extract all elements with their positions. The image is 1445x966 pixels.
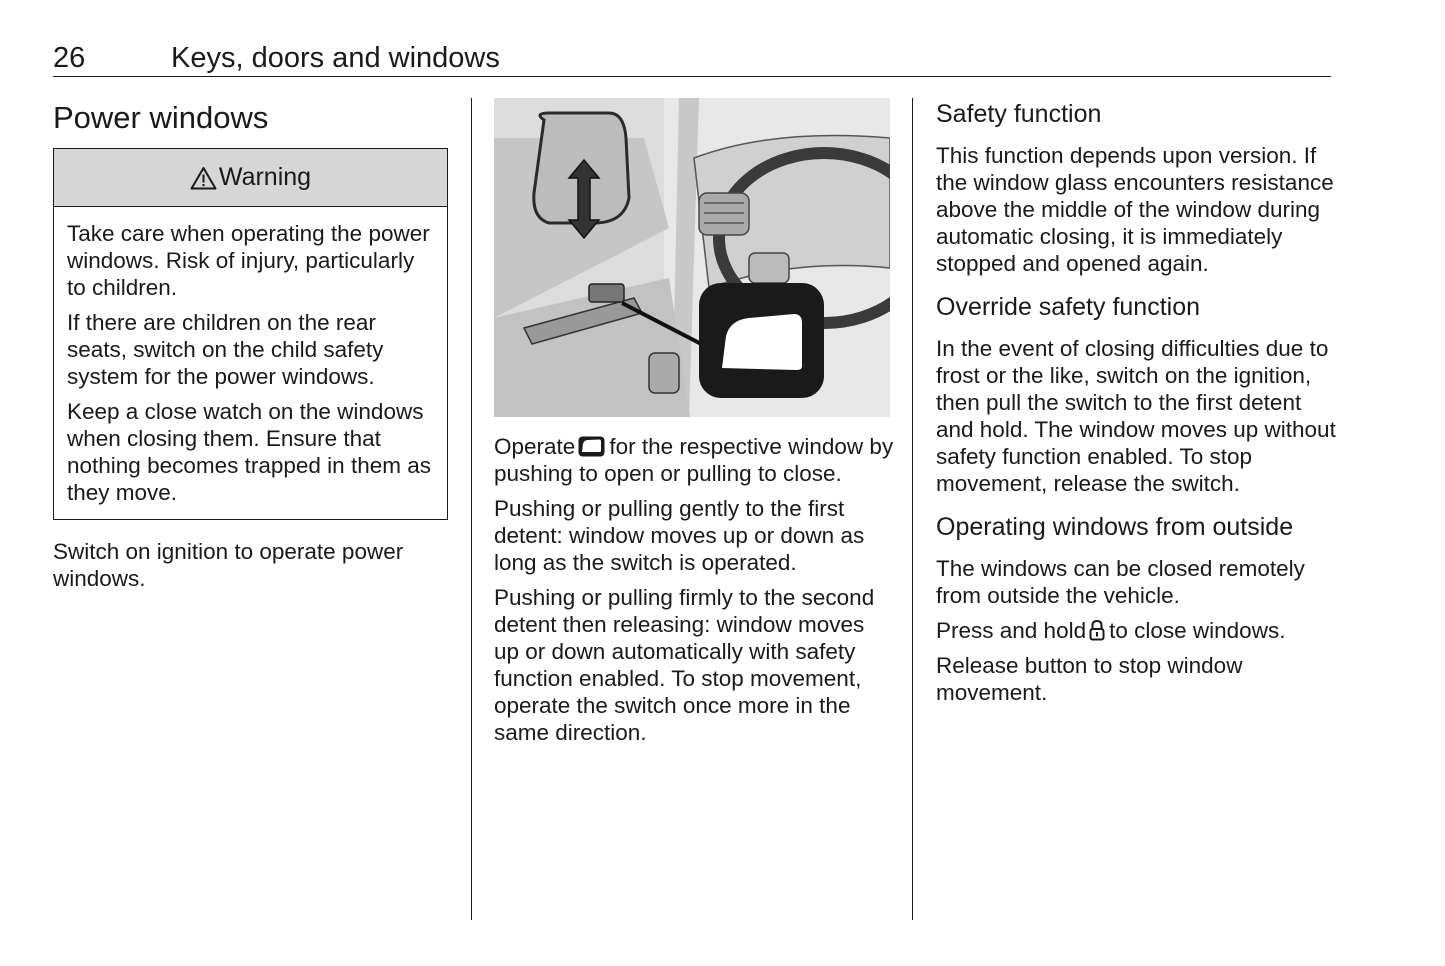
body-paragraph: Pushing or pulling firmly to the second detent then releasing: window moves up or down automatically with safety function enabled. To stop movement, operate the switch once more in the same direction. (494, 585, 875, 745)
page-header (53, 42, 1331, 77)
warning-paragraph: If there are children on the rear seats, switch on the child safety system for the power windows. (67, 310, 384, 389)
warning-box (53, 148, 448, 520)
column-left (53, 98, 448, 600)
warning-header (54, 149, 447, 207)
column-divider (912, 98, 913, 920)
door-panel-window-switch-illustration (494, 98, 890, 417)
column-divider (471, 98, 472, 920)
operate-text-rest: for the respective window by pushing to open or pulling to close. (494, 434, 894, 486)
body-paragraph (494, 433, 894, 487)
section-title: Power windows (53, 100, 269, 135)
chapter-title: Keys, doors and windows (171, 42, 500, 74)
press-text: Press and hold (936, 618, 1087, 643)
subsection-title: Override safety function (936, 293, 1201, 321)
body-paragraph: Switch on ignition to operate power windows. (53, 539, 404, 591)
warning-body (54, 207, 447, 519)
subsection-title: Safety function (936, 100, 1102, 128)
column-right (936, 98, 1336, 714)
body-paragraph: This function depends upon version. If the window glass encounters resistance above the middle of the window during automatic closing, it is immediately stopped and opened again. (936, 143, 1334, 276)
subsection-title: Operating windows from outside (936, 513, 1294, 541)
warning-paragraph: Take care when operating the power windows. Risk of injury, particularly to children. (67, 221, 430, 300)
window-switch-icon (578, 436, 605, 457)
operate-text: Operate (494, 434, 576, 459)
body-paragraph (936, 617, 1336, 644)
warning-paragraph: Keep a close watch on the windows when closing them. Ensure that nothing becomes trapped in them as they move. (67, 399, 431, 505)
body-paragraph: The windows can be closed remotely from outside the vehicle. (936, 556, 1305, 608)
warning-title: Warning (218, 163, 312, 191)
column-middle (494, 98, 894, 754)
press-text-rest: to close windows. (1109, 618, 1286, 643)
body-paragraph: Release button to stop window movement. (936, 653, 1243, 705)
body-paragraph: Pushing or pulling gently to the first detent: window moves up or down as long as the switch is operated. (494, 496, 865, 575)
page-number: 26 (53, 42, 86, 74)
body-paragraph: In the event of closing difficulties due to frost or the like, switch on the ignition, then pull the switch to the first detent and hold. The window moves up without safety function enabled. To stop movement, release the switch. (936, 336, 1336, 496)
warning-triangle-icon (190, 166, 217, 190)
lock-icon (1089, 619, 1105, 641)
